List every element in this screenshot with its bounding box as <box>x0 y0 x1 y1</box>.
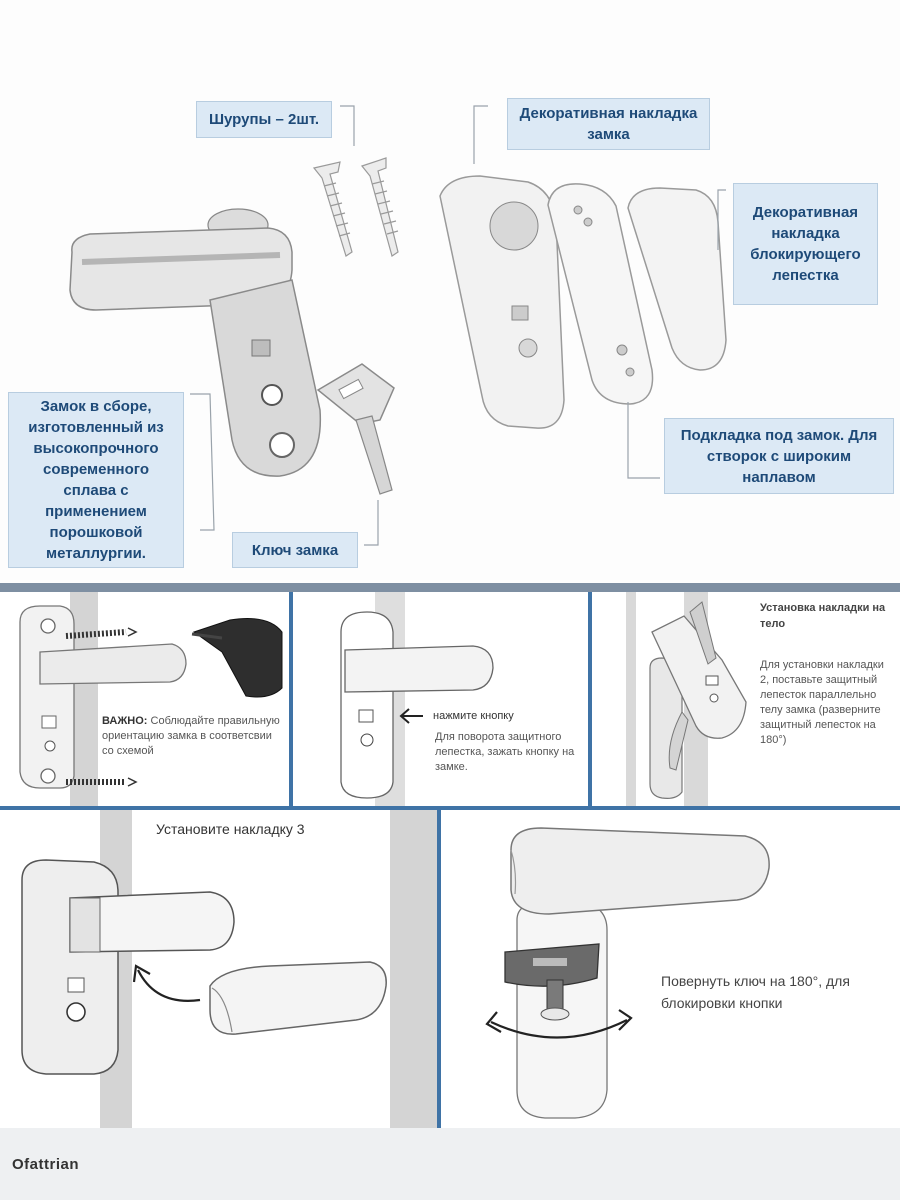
step-3-title: Установка накладки на тело <box>760 602 886 630</box>
separator-top <box>0 583 900 592</box>
footer <box>0 1128 900 1200</box>
label-lock-cover: Декоративная накладка замка <box>507 98 710 150</box>
label-petal-cover: Декоративная накладка блокирующего лепестка <box>733 183 878 305</box>
step-1-illustration <box>0 592 289 806</box>
screw-left-icon <box>314 162 352 256</box>
step-4-panel <box>0 810 437 1128</box>
label-pad: Подкладка под замок. Для створок с широким наплавом <box>664 418 894 494</box>
parts-overview <box>0 0 900 585</box>
key-icon <box>318 364 394 494</box>
step-1-important-label: ВАЖНО: <box>102 715 148 727</box>
step-2-panel <box>293 592 588 806</box>
step-1-panel <box>0 592 289 806</box>
step-5-text: Повернуть ключ на 180°, для блокировки кнопки <box>661 973 850 1011</box>
step-3-panel <box>592 592 900 806</box>
step-3-text: Для установки накладки 2, поставьте защитный лепесток параллельно телу замка (разверните защитный лепесток на 180°) <box>760 659 884 746</box>
label-key: Ключ замка <box>232 532 358 568</box>
step-2-text: Для поворота защитного лепестка, зажать кнопку на замке. <box>435 731 575 773</box>
lock-cover-icon <box>440 176 564 428</box>
step-4-title: Установите накладку 3 <box>156 821 305 837</box>
step-1-text: Соблюдайте правильную ориентацию замка в соответсвии со схемой <box>102 715 280 757</box>
step-5-illustration <box>441 810 900 1128</box>
step-1-text-block <box>102 714 284 759</box>
step-2-title: нажмите кнопку <box>433 710 514 722</box>
step-4-illustration <box>0 810 437 1128</box>
step-5-panel <box>441 810 900 1128</box>
label-lock-assembly: Замок в сборе, изготовленный из высокопрочного современного сплава с применением порошковой металлургии. <box>8 392 184 568</box>
brand-logo: Ofattrian <box>12 1156 80 1173</box>
label-screws: Шурупы – 2шт. <box>196 101 332 138</box>
screw-right-icon <box>362 158 398 256</box>
